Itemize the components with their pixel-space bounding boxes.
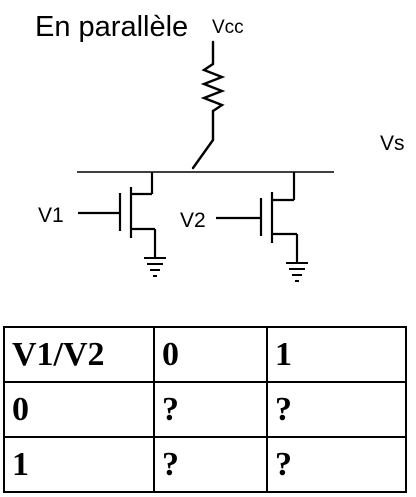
ground-1-icon xyxy=(144,258,166,276)
table-cell: ? xyxy=(267,382,406,437)
v1-label: V1 xyxy=(38,204,64,227)
table-cell: 1 xyxy=(267,327,406,382)
table-row xyxy=(4,437,406,492)
table-cell: ? xyxy=(267,437,406,492)
truth-table xyxy=(3,326,407,493)
table-cell: V1/V2 xyxy=(4,327,154,382)
table-cell: 0 xyxy=(154,327,267,382)
vs-label: Vs xyxy=(380,132,405,155)
circuit-title: En parallèle xyxy=(35,11,189,43)
table-cell: ? xyxy=(154,437,267,492)
ground-2-icon xyxy=(286,263,308,281)
transistor-1 xyxy=(78,172,155,258)
v2-label: V2 xyxy=(180,209,206,232)
table-cell: 1 xyxy=(4,437,154,492)
table-header-row xyxy=(4,327,406,382)
transistor-2 xyxy=(216,172,297,263)
table-row xyxy=(4,382,406,437)
pull-up-resistor xyxy=(193,42,222,168)
table-cell: 0 xyxy=(4,382,154,437)
table-cell: ? xyxy=(154,382,267,437)
vcc-label: Vcc xyxy=(212,17,244,38)
